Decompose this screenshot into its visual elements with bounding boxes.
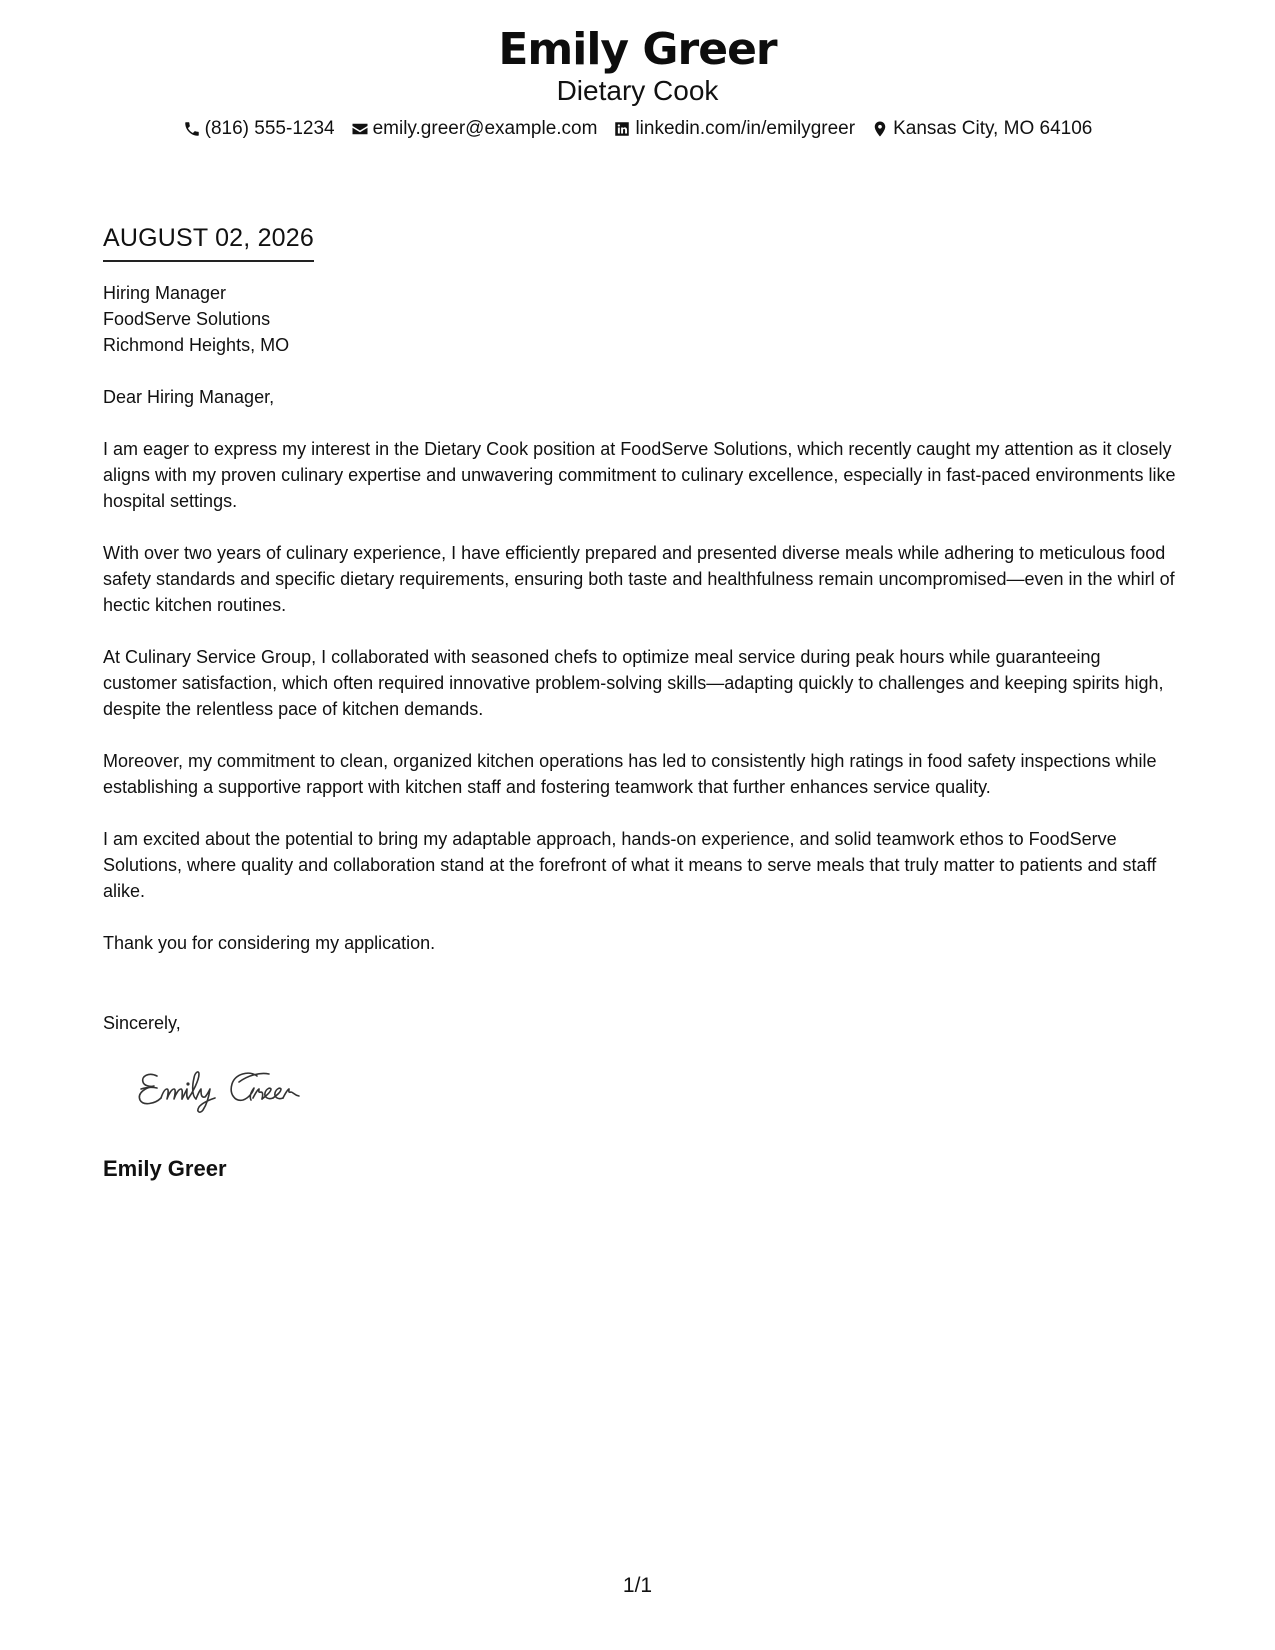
recipient-line: Richmond Heights, MO — [103, 335, 290, 355]
letter-date: AUGUST 02, 2026 — [103, 224, 314, 252]
letter-header — [0, 22, 1275, 142]
contact-location — [871, 116, 1092, 142]
email-text[interactable]: emily.greer@example.com — [372, 118, 598, 139]
envelope-icon — [351, 120, 369, 138]
recipient-line: FoodServe Solutions — [103, 309, 271, 329]
phone-text: (816) 555-1234 — [204, 118, 335, 139]
body-paragraph: I am eager to express my interest in the Dietary Cook position at FoodServe Solutions, which recently caught my attention as it closely aligns with my proven culinary expertise and unwavering commitment to culinary excellence, especially in fast-paced environments like hospital settings. — [103, 439, 1176, 511]
contact-phone — [183, 116, 335, 142]
page-number: 1/1 — [622, 1574, 653, 1597]
location-text: Kansas City, MO 64106 — [893, 118, 1093, 139]
job-title: Dietary Cook — [556, 75, 719, 106]
signer-name: Emily Greer — [103, 1156, 227, 1181]
body-paragraph: At Culinary Service Group, I collaborated with seasoned chefs to optimize meal service during peak hours while guaranteeing customer satisfaction, which often required innovative problem-solving skills—adapting quickly to challenges and keeping spirits high, despite the relentless pace of kitchen demands. — [103, 647, 1164, 719]
closing-thanks: Thank you for considering my application. — [103, 933, 436, 953]
contact-email[interactable] — [351, 116, 598, 142]
body-paragraph: With over two years of culinary experience, I have efficiently prepared and presented diverse meals while adhering to meticulous food safety standards and specific dietary requirements, ensuring both taste and healthfulness remain uncompromised—even in the whirl of hectic kitchen routines. — [103, 543, 1175, 615]
contact-bar — [0, 116, 1275, 142]
body-paragraph: Moreover, my commitment to clean, organized kitchen operations has led to consistently high ratings in food safety inspections while establishing a supportive rapport with kitchen staff and fostering teamwork that further enhances service quality. — [103, 751, 1157, 797]
signoff: Sincerely, — [103, 1013, 181, 1033]
letter-body — [103, 222, 1178, 1183]
linkedin-icon — [613, 120, 631, 138]
recipient-block — [103, 280, 1178, 358]
map-pin-icon — [871, 120, 889, 138]
body-paragraph: I am excited about the potential to bring my adaptable approach, hands-on experience, and solid teamwork ethos to FoodServe Solutions, where quality and collaboration stand at the forefront of what it means to serve meals that truly matter to patients and staff alike. — [103, 829, 1157, 901]
linkedin-text[interactable]: linkedin.com/in/emilygreer — [635, 118, 856, 139]
applicant-name: Emily Greer — [498, 24, 777, 75]
date-block — [103, 222, 314, 262]
contact-linkedin[interactable] — [613, 116, 855, 142]
phone-icon — [183, 120, 201, 138]
recipient-line: Hiring Manager — [103, 283, 227, 303]
handwritten-signature — [135, 1062, 335, 1114]
salutation: Dear Hiring Manager, — [103, 387, 275, 407]
